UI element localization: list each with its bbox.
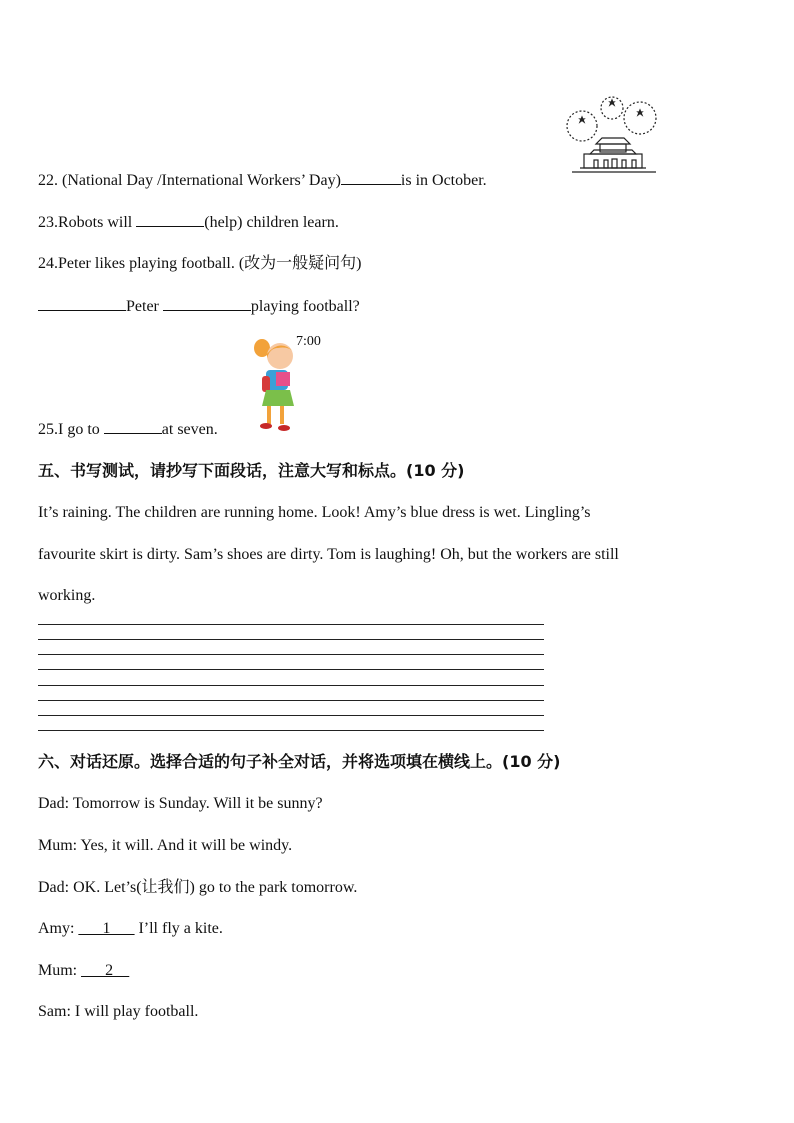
dialog-line-mum: Mum: ___2__ bbox=[38, 962, 130, 979]
answer-blank[interactable] bbox=[38, 296, 126, 311]
question-24-answer-line: Peter playing football? bbox=[38, 296, 360, 317]
dialog-line-3: Dad: OK. Let’s(让我们) go to the park tomorrow. bbox=[38, 879, 358, 896]
answer-blank[interactable] bbox=[104, 419, 162, 434]
tiananmen-fireworks-illustration bbox=[560, 92, 664, 180]
dialog-line-2: Mum: Yes, it will. And it will be windy. bbox=[38, 837, 293, 854]
writing-line[interactable] bbox=[38, 685, 544, 686]
section-6-heading: 六、对话还原。选择合适的句子补全对话，并将选项填在横线上。(10 分) bbox=[38, 752, 561, 771]
answer-blank-2[interactable]: ___2__ bbox=[81, 962, 130, 979]
question-24: 24.Peter likes playing football. (改为一般疑问句) bbox=[38, 255, 362, 272]
writing-line[interactable] bbox=[38, 624, 544, 625]
copy-paragraph-line-1: It’s raining. The children are running home. Look! Amy’s blue dress is wet. Lingling’s bbox=[38, 504, 591, 521]
dialog-line-1: Dad: Tomorrow is Sunday. Will it be sunny? bbox=[38, 795, 323, 812]
copy-paragraph-line-2: favourite skirt is dirty. Sam’s shoes are dirty. Tom is laughing! Oh, but the workers are still bbox=[38, 546, 619, 563]
writing-line[interactable] bbox=[38, 715, 544, 716]
dialog-line-amy: Amy: ___1___ I’ll fly a kite. bbox=[38, 920, 223, 937]
girl-with-books-illustration bbox=[250, 336, 304, 434]
question-23: 23.Robots will (help) children learn. bbox=[38, 214, 339, 231]
question-22: 22. (National Day /International Workers’ Day) is in October. bbox=[38, 172, 487, 189]
writing-line[interactable] bbox=[38, 730, 544, 731]
answer-blank[interactable] bbox=[163, 296, 251, 311]
copy-paragraph-line-3: working. bbox=[38, 587, 96, 604]
answer-blank-1[interactable]: ___1___ bbox=[78, 920, 135, 937]
writing-line[interactable] bbox=[38, 639, 544, 640]
answer-blank[interactable] bbox=[341, 170, 401, 185]
writing-line[interactable] bbox=[38, 669, 544, 670]
section-5-heading: 五、书写测试，请抄写下面段话，注意大写和标点。(10 分) bbox=[38, 461, 465, 480]
question-25: 25.I go to at seven. bbox=[38, 421, 218, 438]
writing-line[interactable] bbox=[38, 700, 544, 701]
dialog-line-sam: Sam: I will play football. bbox=[38, 1003, 199, 1020]
clock-time-label: 7:00 bbox=[296, 334, 321, 349]
writing-line[interactable] bbox=[38, 654, 544, 655]
answer-blank[interactable] bbox=[136, 212, 204, 227]
